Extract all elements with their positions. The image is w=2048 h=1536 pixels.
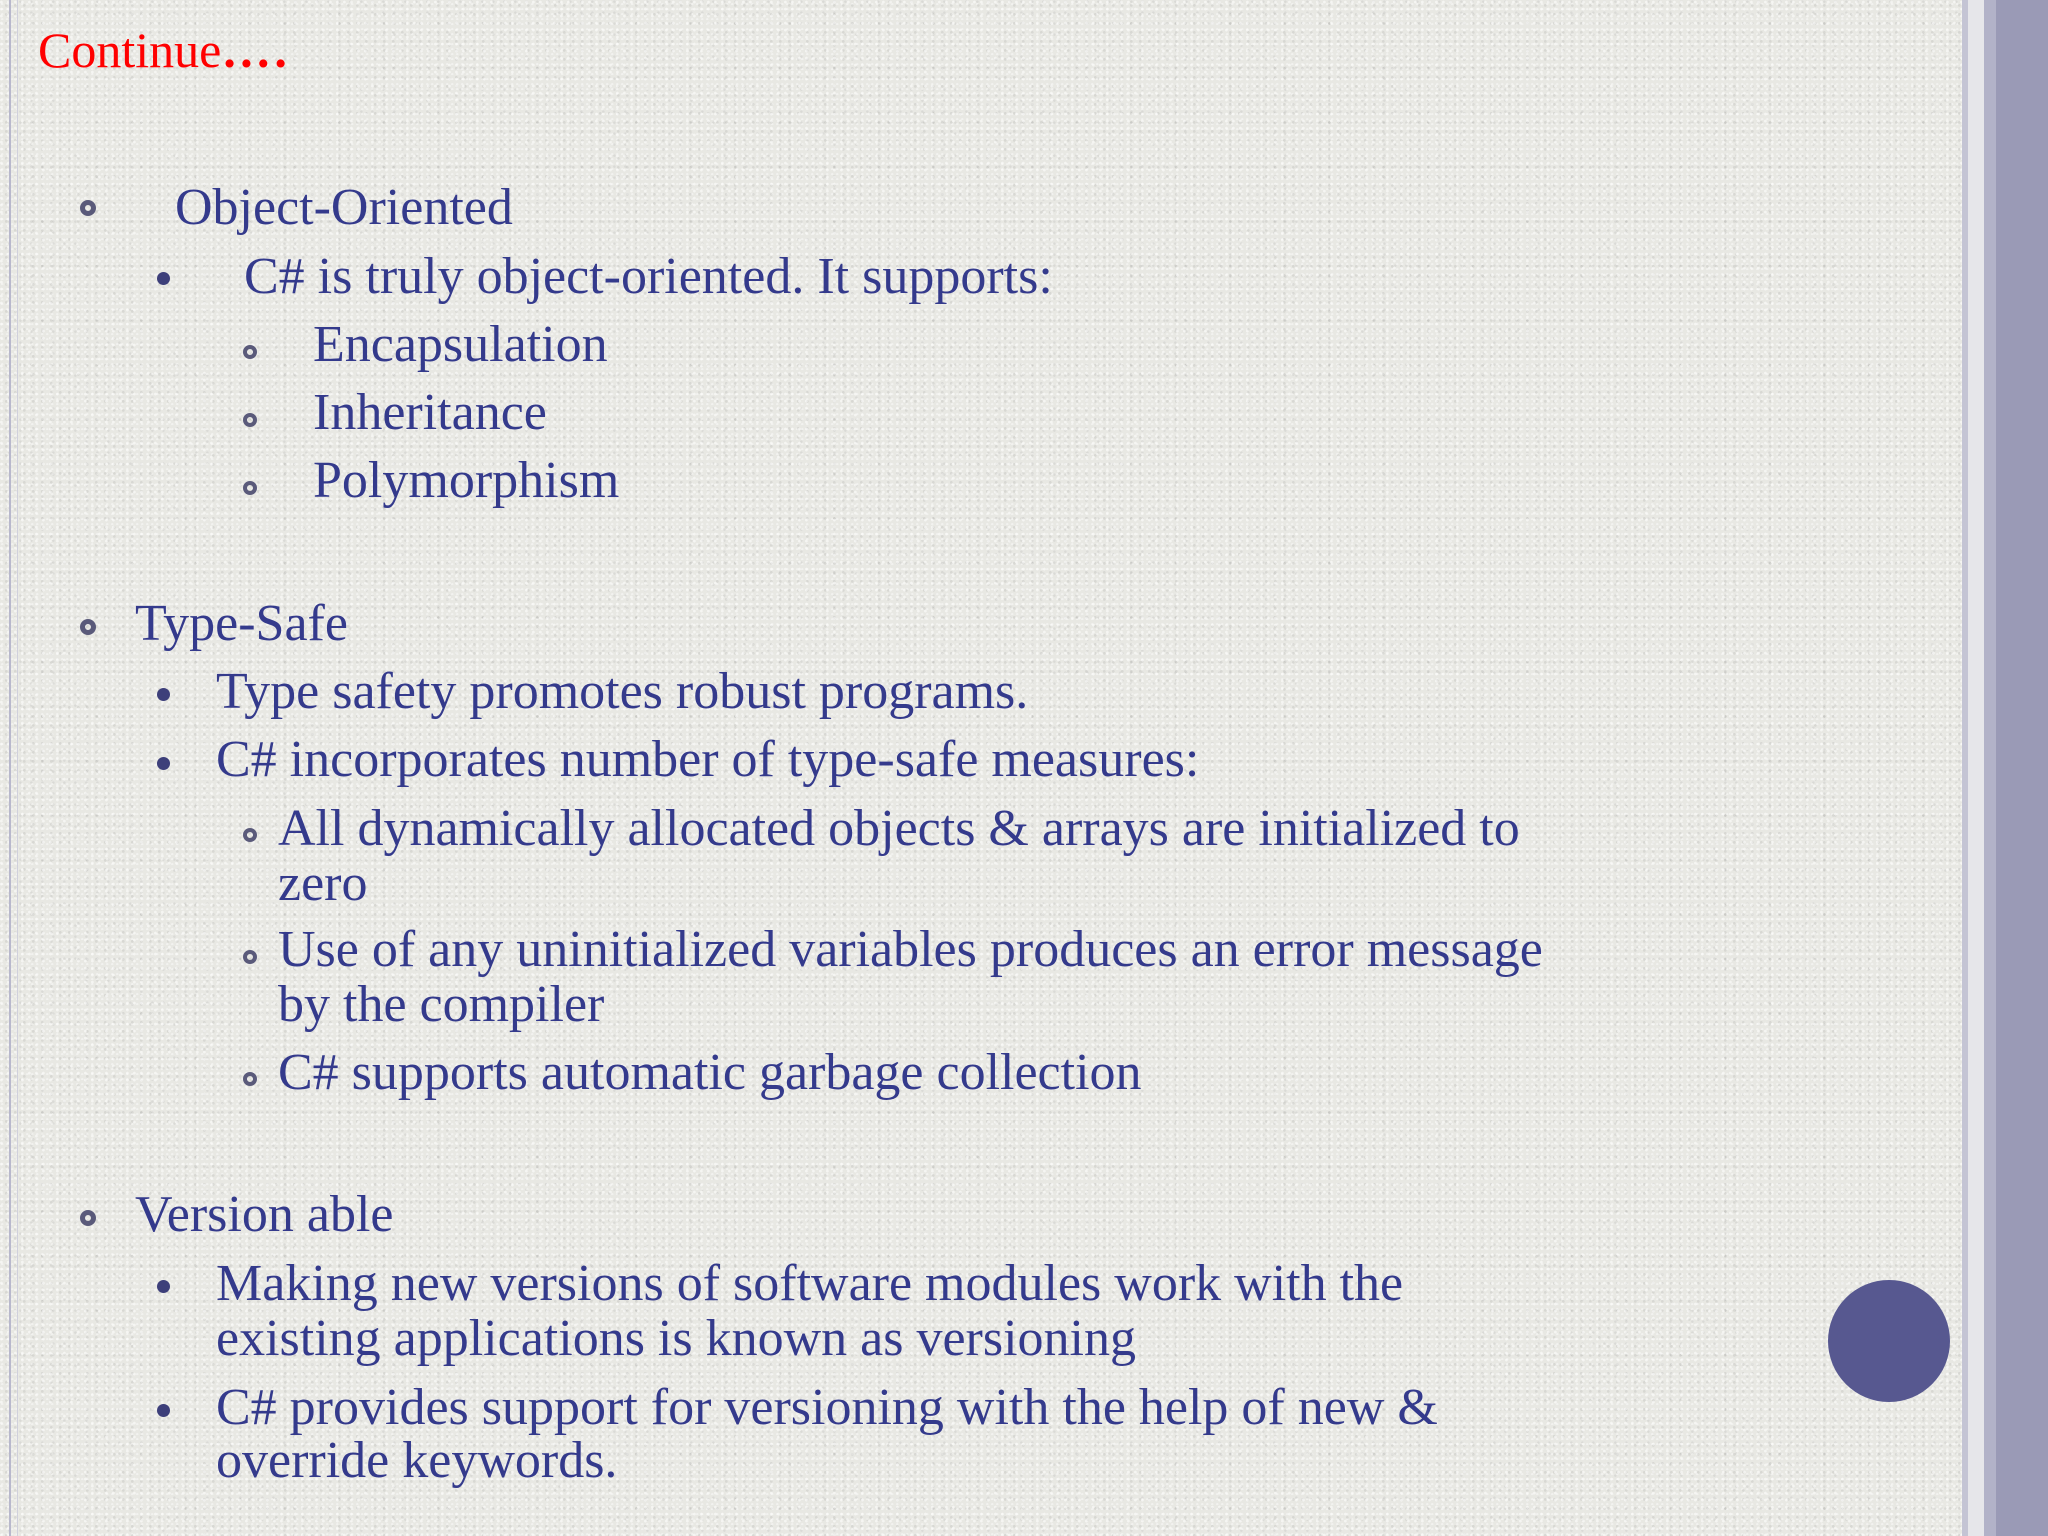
bullet-text-line2: override keywords. [216, 1432, 618, 1489]
sub-item-text-line1: Use of any uninitialized variables produces an error message [278, 921, 1543, 978]
sub-item-polymorphism: Polymorphism [313, 452, 620, 509]
bullet-dot-icon [157, 272, 170, 285]
bullet-text-line1: C# provides support for versioning with the help of new & [216, 1379, 1438, 1436]
decorative-circle [1828, 1280, 1950, 1402]
right-border-band-dark [1996, 0, 2048, 1536]
title-dots: …. [221, 22, 290, 78]
section-heading-version-able: Version able [135, 1186, 394, 1243]
bullet-text-line1: Making new versions of software modules work with the [216, 1255, 1404, 1312]
sub-item-text-line1: All dynamically allocated objects & arrays are initialized to [278, 800, 1520, 857]
bullet-text: C# is truly object-oriented. It supports: [244, 248, 1053, 305]
bullet-text-line2: existing applications is known as versioning [216, 1310, 1137, 1367]
sub-bullet-icon [243, 345, 257, 359]
bullet-text: C# incorporates number of type-safe measures: [216, 731, 1200, 788]
bullet-text: Type safety promotes robust programs. [216, 663, 1029, 720]
sub-bullet-icon [243, 828, 257, 842]
sub-bullet-icon [243, 481, 257, 495]
sub-bullet-icon [243, 1072, 257, 1086]
sub-item-inheritance: Inheritance [313, 384, 547, 441]
bullet-dot-icon [157, 757, 170, 770]
sub-bullet-icon [243, 413, 257, 427]
bullet-dot-icon [157, 1404, 170, 1417]
section-bullet-icon [80, 1210, 96, 1226]
section-heading-object-oriented: Object-Oriented [175, 179, 513, 236]
sub-item-text-line2: by the compiler [278, 976, 605, 1033]
left-border-line-inner [17, 0, 18, 1536]
right-border-band-white [1968, 0, 1984, 1536]
sub-bullet-icon [243, 950, 257, 964]
slide-title [38, 20, 290, 80]
section-bullet-icon [80, 200, 96, 216]
sub-item-text-line2: zero [278, 855, 368, 912]
bullet-dot-icon [157, 1280, 170, 1293]
sub-item-text: C# supports automatic garbage collection [278, 1044, 1142, 1101]
right-border-band-mid [1984, 0, 1996, 1536]
section-heading-type-safe: Type-Safe [135, 595, 348, 652]
sub-item-encapsulation: Encapsulation [313, 316, 608, 373]
bullet-dot-icon [157, 688, 170, 701]
section-bullet-icon [80, 619, 96, 635]
left-border-line [9, 0, 11, 1536]
title-text: Continue [38, 22, 222, 78]
